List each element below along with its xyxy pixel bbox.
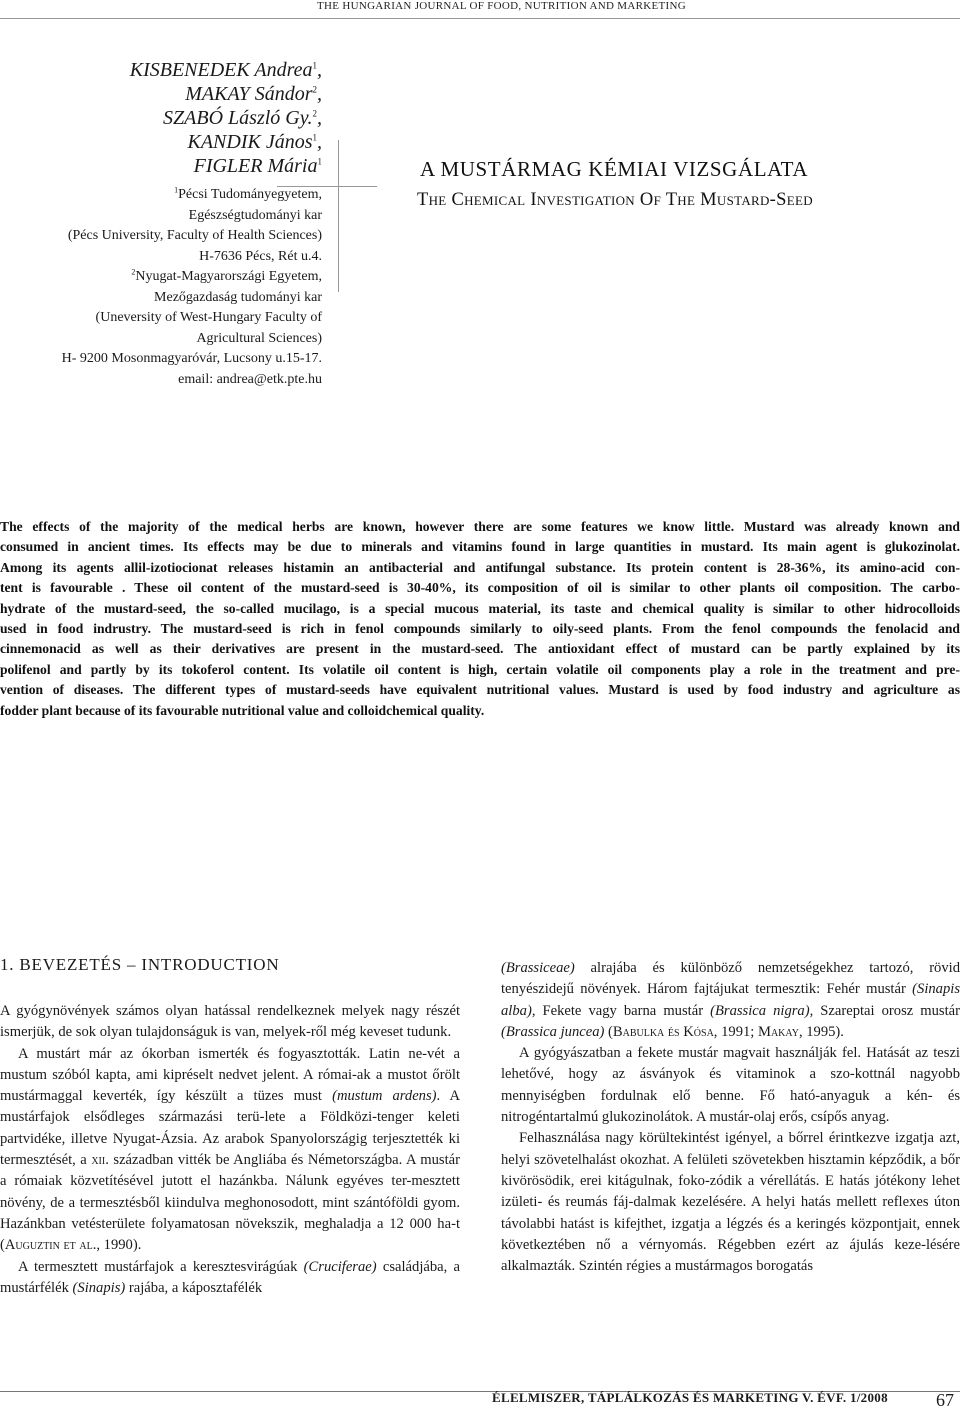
section-heading: 1. BEVEZETÉS – INTRODUCTION: [0, 955, 280, 974]
affiliations: [20, 185, 322, 390]
body-paragraph: A gyógynövények számos olyan hatással rendelkeznek melyek nagy részét ismerjük, de sok olyan tulajdonságuk is van, melyek-ről még keveset tudunk.: [0, 1003, 460, 1041]
body-paragraph: A mustárt már az ókorban ismerték és fogyasztották. Latin ne-vét a mustum szóból kapta, ami kipréselt nedvet jelent. A római-ak a mustot őrölt mustármaggal keverték, így készült a tüzes must (mustum ardens). A mustárfajok elsődleges származási terü-lete a Földközi-tenger keleti partvidéke, illetve Nyugat-Ázsia. Az arabok Spanyolországig terjesztették ki termesztését, a xii. században vitték be Angliába és Németországba. A mustár a rómaiak közvetítésével jutott el hazánkba. Nálunk egyéves ter-mesztett növény, de a termesztésből kiindulva meghonosodott, mint szántóföldi gyom. Hazánkban vetésterülete folyamatosan növekszik, meghaladja a 12 000 ha-t (Auguztin et al., 1990).: [0, 1045, 460, 1254]
affiliation-line: Mezőgazdaság tudományi kar: [154, 289, 322, 305]
abstract-line: Among its agents allil-izotiocionat releases histamin an antibacterial and antifungal substance. Its protein content is 28-36%, its amino-acid con-: [0, 559, 960, 575]
author-list: [40, 58, 322, 178]
affiliation-line: Agricultural Sciences): [196, 330, 322, 346]
author-name: KISBENEDEK Andrea$^1$,: [129, 59, 322, 81]
body-column-right: [501, 958, 960, 1277]
author-name: KANDIK János$^1$,: [187, 131, 322, 153]
footer-journal: ÉLELMISZER, TÁPLÁLKOZÁS ÉS MARKETING V. ÉVF. 1/2008: [492, 1390, 888, 1405]
title-hungarian: A MUSTÁRMAG KÉMIAI VIZSGÁLATA: [420, 157, 809, 181]
abstract-line: tent is favourable . These oil content of the mustard-seed is 30-40%, its composition of oil is similar to other plants oil composition. The carbo-: [0, 580, 960, 596]
affiliation-line: H-7636 Pécs, Rét u.4.: [199, 248, 322, 264]
author-name: FIGLER Mária$^1$: [193, 155, 322, 177]
abstract: [0, 517, 960, 721]
affiliation-line: (Pécs University, Faculty of Health Sciences): [67, 228, 322, 243]
affiliation-line: $^1$Pécsi Tudományegyetem,: [174, 185, 322, 202]
abstract-line: The effects of the majority of the medical herbs are known, however there are some features we know little. Mustard was already known and: [0, 519, 960, 534]
author-email: email: andrea@etk.pte.hu: [178, 371, 322, 387]
abstract-line: polifenol and partly by its tokoferol content. Its volatile oil content is high, certain volatile oil components play a role in the treatment and pre-: [0, 661, 960, 677]
abstract-line: consumed in ancient times. Its effects may be due to minerals and vitamins found in large quantities in mustard. Its main agent is glukozinolat.: [0, 539, 960, 555]
abstract-line: vention of diseases. The different types of mustard-seeds have equivalent nutritional values. Mustard is used by food industry and agriculture as: [0, 682, 960, 698]
divider-horizontal: [277, 186, 377, 187]
body-paragraph: A termesztett mustárfajok a keresztesvirágúak (Cruciferae) családjába, a mustárfélék (Sinapis) rajába, a káposztafélék: [0, 1258, 460, 1296]
abstract-line: hydrate of the mustard-seed, the so-called mucilago, is a special mucous material, its taste and chemical quality is similar to other hidrocolloids: [0, 600, 960, 616]
divider-vertical: [338, 140, 339, 292]
body-paragraph: Felhasználása nagy körültekintést igényel, a bőrrel érintkezve izgatja azt, helyi szövetelhalást okozhat. A felületi szövetekben hisztamin képződik, a bőr kivörösödik, erei kitágulnak, foko-zódik a vérellátás. E hatás jótékony lehet izületi- és reumás fáj-dalmak kezelésére. A helyi hatás mellett reflexes úton távolabbi hatást is kifejthet, izgatja a légzés és a keringés központjait, ennek következtében nő a vérnyomás. Régebben ezért az ájulás keze-lésére alkalmazták. Szintén régies a mustármagos borogatás: [501, 1130, 960, 1275]
body-paragraph: (Brassiceae) alrajába és különböző nemzetségekhez tartozó, rövid tenyészidejű növények. Három fajtájukat termesztik: Fehér mustár (Sinapis alba), Fekete vagy barna mustár (Brassica nigra), Szareptai orosz mustár (Brassica juncea) (Babulka és Kósa, 1991; Makay, 1995).: [501, 960, 960, 1040]
body-paragraph: A gyógyászatban a fekete mustár magvait használják fel. Hatását az teszi lehetővé, hogy az ásványok és vitaminok a szo-kottnál nagyobb mennyiségben fordulnak elő benne. Fő ható-anyaguk a kén- és nitrogéntartalmú glukozinolátok. A mustár-olaj erős, csípős anyag.: [501, 1045, 960, 1126]
abstract-line: used in food indrustry. The mustard-seed is rich in fenol compounds similarly to oily-seed plants. From the fenol compounds the fenolacid and: [0, 621, 960, 637]
affiliation-line: H- 9200 Mosonmagyaróvár, Lucsony u.15-17.: [61, 351, 322, 366]
journal-header: THE HUNGARIAN JOURNAL OF FOOD, NUTRITION AND MARKETING: [317, 0, 686, 12]
author-name: MAKAY Sándor$^2$,: [185, 83, 322, 105]
affiliation-line: Egészségtudományi kar: [188, 207, 322, 223]
abstract-line: cinnemonacid as well as their derivatives are present in the mustard-seed. The antioxidant effect of mustard can be partly explained by its: [0, 641, 960, 657]
affiliation-line: (Uneversity of West-Hungary Faculty of: [95, 310, 322, 325]
header-rule: [0, 18, 960, 19]
affiliation-line: $^2$Nyugat-Magyarországi Egyetem,: [131, 267, 322, 284]
abstract-line: fodder plant because of its favourable nutritional value and colloidchemical quality.: [0, 702, 485, 718]
body-column-left: [0, 1001, 460, 1299]
page-number: 67: [936, 1390, 954, 1410]
title-english: The Chemical Investigation Of The Mustard-Seed: [417, 190, 813, 210]
author-name: SZABÓ László Gy.$^2$,: [163, 107, 322, 129]
